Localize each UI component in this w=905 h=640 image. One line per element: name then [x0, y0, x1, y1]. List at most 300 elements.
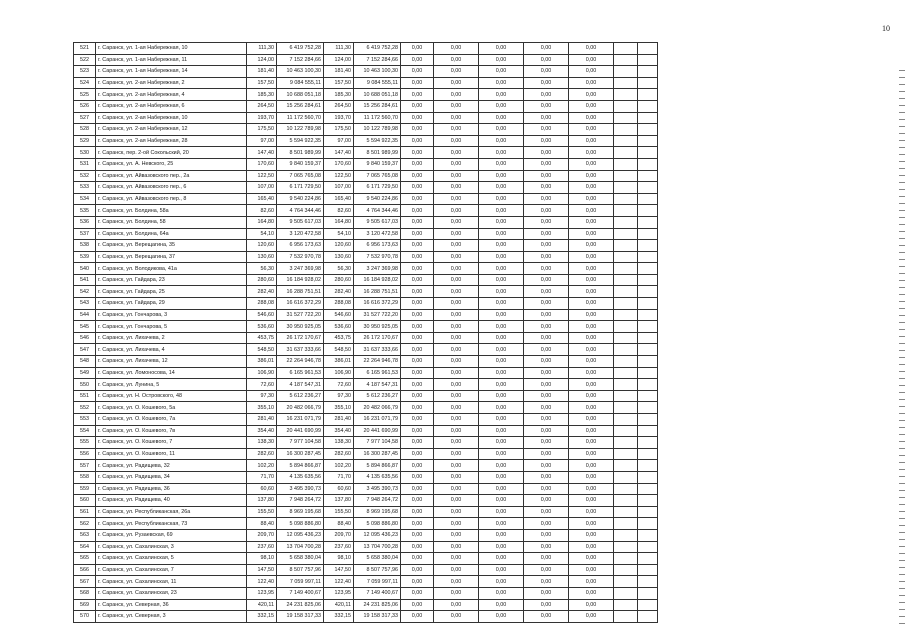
table-cell: 0,00 — [401, 506, 434, 518]
table-cell: 521 — [74, 43, 96, 55]
table-cell: г. Саранск, ул. А. Невского, 25 — [96, 158, 247, 170]
empty-cell — [614, 437, 638, 449]
table-cell: 0,00 — [479, 251, 524, 263]
table-cell: 0,00 — [569, 100, 614, 112]
table-cell: 0,00 — [569, 529, 614, 541]
empty-cell — [614, 541, 638, 553]
table-cell: 0,00 — [401, 332, 434, 344]
table-cell: 7 149 400,67 — [354, 587, 401, 599]
table-cell: 6 165 961,53 — [354, 367, 401, 379]
table-cell: 0,00 — [479, 135, 524, 147]
table-cell: 0,00 — [434, 367, 479, 379]
table-cell: 332,15 — [324, 611, 354, 623]
table-cell: 0,00 — [569, 147, 614, 159]
table-cell: 281,40 — [247, 414, 277, 426]
table-cell: 26 172 170,67 — [277, 332, 324, 344]
table-cell: 0,00 — [434, 135, 479, 147]
table-cell: 0,00 — [434, 611, 479, 623]
table-cell: 548 — [74, 356, 96, 368]
table-cell: 6 419 752,28 — [277, 43, 324, 55]
table-cell: 0,00 — [569, 344, 614, 356]
table-cell: 164,80 — [324, 216, 354, 228]
table-cell: 0,00 — [401, 599, 434, 611]
table-cell: г. Саранск, ул. Сахалинская, 11 — [96, 576, 247, 588]
table-cell: 130,60 — [247, 251, 277, 263]
table-cell: 0,00 — [434, 321, 479, 333]
table-body — [74, 43, 658, 623]
table-cell: 0,00 — [569, 43, 614, 55]
table-cell: 0,00 — [479, 66, 524, 78]
table-cell: 0,00 — [524, 147, 569, 159]
table-cell: г. Саранск, ул. 2-ая Набережная, 10 — [96, 112, 247, 124]
table-cell: 16 300 287,45 — [277, 448, 324, 460]
table-row — [74, 205, 658, 217]
table-cell: г. Саранск, ул. Болдина, 64а — [96, 228, 247, 240]
table-cell: 10 463 100,30 — [277, 66, 324, 78]
table-cell: 0,00 — [569, 182, 614, 194]
table-cell: 0,00 — [434, 263, 479, 275]
table-row — [74, 587, 658, 599]
table-cell: 30 950 925,05 — [354, 321, 401, 333]
table-cell: 525 — [74, 89, 96, 101]
table-cell: 565 — [74, 553, 96, 565]
table-cell: 0,00 — [569, 414, 614, 426]
empty-cell — [614, 471, 638, 483]
table-cell: 0,00 — [569, 332, 614, 344]
table-cell: 5 612 236,27 — [277, 390, 324, 402]
table-cell: 0,00 — [524, 182, 569, 194]
empty-cell — [614, 448, 638, 460]
table-cell: 0,00 — [479, 263, 524, 275]
table-cell: 147,40 — [247, 147, 277, 159]
table-cell: 0,00 — [434, 518, 479, 530]
table-cell: 16 616 372,29 — [354, 298, 401, 310]
table-cell: 537 — [74, 228, 96, 240]
empty-cell — [638, 541, 658, 553]
table-cell: 97,30 — [247, 390, 277, 402]
table-cell: 185,30 — [324, 89, 354, 101]
table-cell: 0,00 — [401, 471, 434, 483]
table-cell: 164,80 — [247, 216, 277, 228]
table-cell: 354,40 — [324, 425, 354, 437]
table-cell: 0,00 — [434, 54, 479, 66]
empty-cell — [638, 611, 658, 623]
empty-cell — [614, 553, 638, 565]
table-cell: 526 — [74, 100, 96, 112]
table-row — [74, 158, 658, 170]
table-cell: 0,00 — [569, 298, 614, 310]
table-cell: 147,40 — [324, 147, 354, 159]
table-cell: 532 — [74, 170, 96, 182]
table-cell: 0,00 — [401, 529, 434, 541]
table-cell: 0,00 — [524, 367, 569, 379]
table-cell: 559 — [74, 483, 96, 495]
table-cell: 7 059 997,11 — [277, 576, 324, 588]
table-cell: 0,00 — [479, 576, 524, 588]
table-cell: 0,00 — [569, 564, 614, 576]
table-cell: 386,01 — [247, 356, 277, 368]
table-cell: 0,00 — [479, 425, 524, 437]
table-cell: г. Саранск, ул. Северная, 36 — [96, 599, 247, 611]
table-cell: 0,00 — [401, 54, 434, 66]
table-cell: 555 — [74, 437, 96, 449]
table-cell: 0,00 — [401, 611, 434, 623]
table-cell: 56,30 — [247, 263, 277, 275]
table-cell: 123,95 — [247, 587, 277, 599]
table-cell: 0,00 — [524, 529, 569, 541]
table-cell: 552 — [74, 402, 96, 414]
table-cell: 560 — [74, 495, 96, 507]
table-cell: 3 495 390,73 — [354, 483, 401, 495]
table-cell: 0,00 — [524, 274, 569, 286]
table-cell: 7 059 997,11 — [354, 576, 401, 588]
table-cell: 170,60 — [324, 158, 354, 170]
table-cell: 7 152 284,66 — [354, 54, 401, 66]
table-cell: 556 — [74, 448, 96, 460]
table-cell: 0,00 — [401, 553, 434, 565]
table-cell: 0,00 — [524, 495, 569, 507]
table-cell: 120,60 — [324, 240, 354, 252]
empty-cell — [614, 43, 638, 55]
table-row — [74, 529, 658, 541]
empty-cell — [638, 216, 658, 228]
table-cell: 528 — [74, 124, 96, 136]
table-cell: 0,00 — [524, 309, 569, 321]
table-cell: 193,70 — [247, 112, 277, 124]
table-cell: 546 — [74, 332, 96, 344]
empty-cell — [638, 332, 658, 344]
empty-cell — [614, 576, 638, 588]
table-cell: 20 482 066,79 — [354, 402, 401, 414]
table-row — [74, 54, 658, 66]
table-cell: г. Саранск, ул. Рузаевская, 69 — [96, 529, 247, 541]
table-cell: 0,00 — [479, 553, 524, 565]
table-cell: 0,00 — [434, 402, 479, 414]
table-cell: 0,00 — [434, 228, 479, 240]
table-cell: 3 120 472,58 — [277, 228, 324, 240]
table-cell: 0,00 — [434, 286, 479, 298]
table-cell: 0,00 — [524, 158, 569, 170]
table-cell: г. Саранск, ул. 1-ая Набережная, 11 — [96, 54, 247, 66]
table-cell: 0,00 — [479, 495, 524, 507]
table-cell: 24 231 825,06 — [277, 599, 324, 611]
table-cell: 0,00 — [524, 611, 569, 623]
table-cell: г. Саранск, ул. 2-ая Набережная, 4 — [96, 89, 247, 101]
table-cell: 0,00 — [524, 228, 569, 240]
table-cell: 7 065 765,08 — [277, 170, 324, 182]
table-cell: 165,40 — [324, 193, 354, 205]
table-cell: 536,60 — [324, 321, 354, 333]
table-cell: 0,00 — [569, 495, 614, 507]
table-cell: 538 — [74, 240, 96, 252]
table-cell: 10 688 051,18 — [354, 89, 401, 101]
table-cell: 0,00 — [479, 158, 524, 170]
table-cell: 0,00 — [569, 158, 614, 170]
table-cell: 0,00 — [569, 240, 614, 252]
table-cell: 0,00 — [434, 170, 479, 182]
table-row — [74, 553, 658, 565]
table-cell: 0,00 — [434, 379, 479, 391]
table-cell: г. Саранск, ул. Лихачева, 2 — [96, 332, 247, 344]
table-cell: 0,00 — [434, 425, 479, 437]
table-cell: 175,50 — [247, 124, 277, 136]
table-cell: 0,00 — [434, 112, 479, 124]
table-cell: 0,00 — [569, 228, 614, 240]
empty-cell — [638, 587, 658, 599]
table-cell: 4 187 547,31 — [277, 379, 324, 391]
table-cell: 0,00 — [569, 541, 614, 553]
table-cell: 354,40 — [247, 425, 277, 437]
table-cell: г. Саранск, ул. Н. Островского, 48 — [96, 390, 247, 402]
table-cell: 0,00 — [524, 460, 569, 472]
table-cell: 0,00 — [524, 124, 569, 136]
table-row — [74, 541, 658, 553]
table-cell: 0,00 — [434, 495, 479, 507]
table-cell: 97,00 — [247, 135, 277, 147]
table-cell: 16 288 751,51 — [354, 286, 401, 298]
table-cell: 0,00 — [401, 309, 434, 321]
table-row — [74, 425, 658, 437]
table-cell: 0,00 — [401, 541, 434, 553]
empty-cell — [614, 251, 638, 263]
table-cell: 533 — [74, 182, 96, 194]
table-cell: 19 158 317,33 — [277, 611, 324, 623]
table-cell: 0,00 — [434, 437, 479, 449]
table-cell: 0,00 — [479, 332, 524, 344]
table-row — [74, 77, 658, 89]
empty-cell — [614, 193, 638, 205]
table-cell: 0,00 — [524, 332, 569, 344]
table-cell: 4 187 547,31 — [354, 379, 401, 391]
table-cell: 0,00 — [434, 587, 479, 599]
table-cell: 124,00 — [324, 54, 354, 66]
table-cell: г. Саранск, ул. Сахалинская, 3 — [96, 541, 247, 553]
table-cell: 0,00 — [401, 344, 434, 356]
table-cell: 0,00 — [434, 298, 479, 310]
empty-cell — [638, 529, 658, 541]
table-cell: 0,00 — [524, 77, 569, 89]
table-row — [74, 263, 658, 275]
table-cell: 31 637 333,66 — [277, 344, 324, 356]
table-row — [74, 147, 658, 159]
empty-cell — [614, 599, 638, 611]
table-cell: г. Саранск, ул. Радищева, 34 — [96, 471, 247, 483]
table-cell: 0,00 — [524, 541, 569, 553]
table-row — [74, 564, 658, 576]
empty-cell — [638, 599, 658, 611]
table-cell: 138,30 — [324, 437, 354, 449]
table-cell: 0,00 — [434, 205, 479, 217]
table-cell: 5 612 236,27 — [354, 390, 401, 402]
table-cell: 0,00 — [524, 564, 569, 576]
table-cell: 553 — [74, 414, 96, 426]
empty-cell — [638, 170, 658, 182]
table-row — [74, 170, 658, 182]
table-cell: 0,00 — [434, 100, 479, 112]
table-cell: 264,50 — [247, 100, 277, 112]
table-cell: 31 637 333,66 — [354, 344, 401, 356]
table-cell: 0,00 — [401, 274, 434, 286]
table-cell: 122,50 — [324, 170, 354, 182]
empty-cell — [614, 298, 638, 310]
empty-cell — [638, 228, 658, 240]
table-cell: г. Саранск, ул. Болдина, 58а — [96, 205, 247, 217]
empty-cell — [614, 274, 638, 286]
table-row — [74, 100, 658, 112]
table-cell: г. Саранск, ул. 1-ая Набережная, 14 — [96, 66, 247, 78]
table-cell: 0,00 — [524, 193, 569, 205]
table-row — [74, 112, 658, 124]
table-cell: 0,00 — [434, 344, 479, 356]
empty-cell — [614, 158, 638, 170]
table-cell: 0,00 — [524, 251, 569, 263]
table-cell: 0,00 — [401, 390, 434, 402]
empty-cell — [614, 309, 638, 321]
empty-cell — [638, 100, 658, 112]
table-cell: 0,00 — [401, 89, 434, 101]
empty-cell — [614, 425, 638, 437]
table-cell: 0,00 — [401, 124, 434, 136]
table-cell: 550 — [74, 379, 96, 391]
table-cell: 0,00 — [434, 390, 479, 402]
empty-cell — [614, 344, 638, 356]
empty-cell — [614, 506, 638, 518]
table-cell: 11 172 560,70 — [277, 112, 324, 124]
table-cell: 5 658 380,04 — [277, 553, 324, 565]
empty-cell — [638, 460, 658, 472]
table-row — [74, 518, 658, 530]
empty-cell — [638, 321, 658, 333]
table-cell: г. Саранск, ул. 1-ая Набережная, 10 — [96, 43, 247, 55]
table-cell: 5 098 886,80 — [277, 518, 324, 530]
table-cell: г. Саранск, ул. О. Кошевого, 7а — [96, 414, 247, 426]
table-row — [74, 182, 658, 194]
table-cell: 0,00 — [401, 205, 434, 217]
table-cell: 9 084 555,11 — [277, 77, 324, 89]
table-cell: 0,00 — [479, 321, 524, 333]
empty-cell — [614, 135, 638, 147]
table-cell: 0,00 — [401, 564, 434, 576]
table-cell: 0,00 — [524, 506, 569, 518]
table-cell: 0,00 — [479, 518, 524, 530]
table-cell: 3 120 472,58 — [354, 228, 401, 240]
table-cell: 0,00 — [524, 518, 569, 530]
table-cell: 0,00 — [401, 587, 434, 599]
table-cell: 0,00 — [524, 298, 569, 310]
table-cell: г. Саранск, ул. О. Кошевого, 5а — [96, 402, 247, 414]
table-cell: 0,00 — [569, 576, 614, 588]
table-cell: 0,00 — [479, 367, 524, 379]
table-cell: 9 840 159,37 — [277, 158, 324, 170]
table-cell: 111,30 — [324, 43, 354, 55]
table-cell: г. Саранск, ул. О. Кошевого, 7 — [96, 437, 247, 449]
empty-cell — [638, 205, 658, 217]
table-cell: 0,00 — [479, 43, 524, 55]
table-cell: 535 — [74, 205, 96, 217]
table-cell: 0,00 — [401, 135, 434, 147]
table-cell: 0,00 — [479, 298, 524, 310]
table-cell: 0,00 — [569, 390, 614, 402]
table-cell: 8 501 989,99 — [354, 147, 401, 159]
table-cell: 7 977 104,58 — [277, 437, 324, 449]
table-cell: 9 505 617,03 — [277, 216, 324, 228]
table-cell: 0,00 — [401, 298, 434, 310]
table-cell: 5 658 380,04 — [354, 553, 401, 565]
table-cell: 545 — [74, 321, 96, 333]
empty-cell — [614, 332, 638, 344]
empty-cell — [638, 135, 658, 147]
table-cell: 529 — [74, 135, 96, 147]
table-cell: 355,10 — [247, 402, 277, 414]
table-cell: 0,00 — [479, 124, 524, 136]
table-cell: 0,00 — [479, 587, 524, 599]
table-cell: 3 495 390,73 — [277, 483, 324, 495]
table-cell: 0,00 — [524, 414, 569, 426]
table-cell: 16 231 071,79 — [354, 414, 401, 426]
table-cell: 9 540 224,86 — [277, 193, 324, 205]
table-cell: 548,50 — [324, 344, 354, 356]
table-cell: 6 956 173,63 — [354, 240, 401, 252]
empty-cell — [614, 564, 638, 576]
table-cell: 544 — [74, 309, 96, 321]
table-cell: 0,00 — [434, 216, 479, 228]
table-cell: 0,00 — [569, 216, 614, 228]
table-cell: 0,00 — [401, 402, 434, 414]
table-cell: 111,30 — [247, 43, 277, 55]
table-cell: 523 — [74, 66, 96, 78]
table-cell: г. Саранск, ул. Сахалинская, 5 — [96, 553, 247, 565]
table-row — [74, 576, 658, 588]
table-cell: г. Саранск, ул. Сахалинская, 7 — [96, 564, 247, 576]
table-cell: 0,00 — [479, 240, 524, 252]
table-cell: 0,00 — [401, 379, 434, 391]
table-cell: 8 507 757,96 — [354, 564, 401, 576]
table-cell: г. Саранск, ул. Лихачева, 12 — [96, 356, 247, 368]
table-cell: 280,60 — [247, 274, 277, 286]
table-cell: 570 — [74, 611, 96, 623]
table-cell: 0,00 — [434, 43, 479, 55]
empty-cell — [638, 425, 658, 437]
table-cell: 0,00 — [434, 553, 479, 565]
table-cell: 5 098 886,80 — [354, 518, 401, 530]
table-cell: 0,00 — [569, 66, 614, 78]
table-cell: 8 969 195,68 — [277, 506, 324, 518]
table-cell: 0,00 — [401, 356, 434, 368]
table-cell: 8 507 757,96 — [277, 564, 324, 576]
table-cell: 185,30 — [247, 89, 277, 101]
table-cell: 0,00 — [401, 43, 434, 55]
table-cell: 0,00 — [401, 112, 434, 124]
table-cell: 536 — [74, 216, 96, 228]
table-cell: 0,00 — [401, 448, 434, 460]
table-cell: г. Саранск, ул. Володикова, 41а — [96, 263, 247, 275]
empty-cell — [614, 529, 638, 541]
table-row — [74, 286, 658, 298]
table-row — [74, 356, 658, 368]
empty-cell — [638, 112, 658, 124]
table-row — [74, 332, 658, 344]
empty-cell — [638, 309, 658, 321]
table-cell: 530 — [74, 147, 96, 159]
table-cell: 16 184 928,02 — [277, 274, 324, 286]
table-cell: 0,00 — [479, 437, 524, 449]
table-cell: 147,50 — [324, 564, 354, 576]
table-cell: 0,00 — [479, 402, 524, 414]
table-cell: 0,00 — [524, 344, 569, 356]
table-row — [74, 274, 658, 286]
empty-cell — [638, 298, 658, 310]
table-cell: 0,00 — [479, 448, 524, 460]
